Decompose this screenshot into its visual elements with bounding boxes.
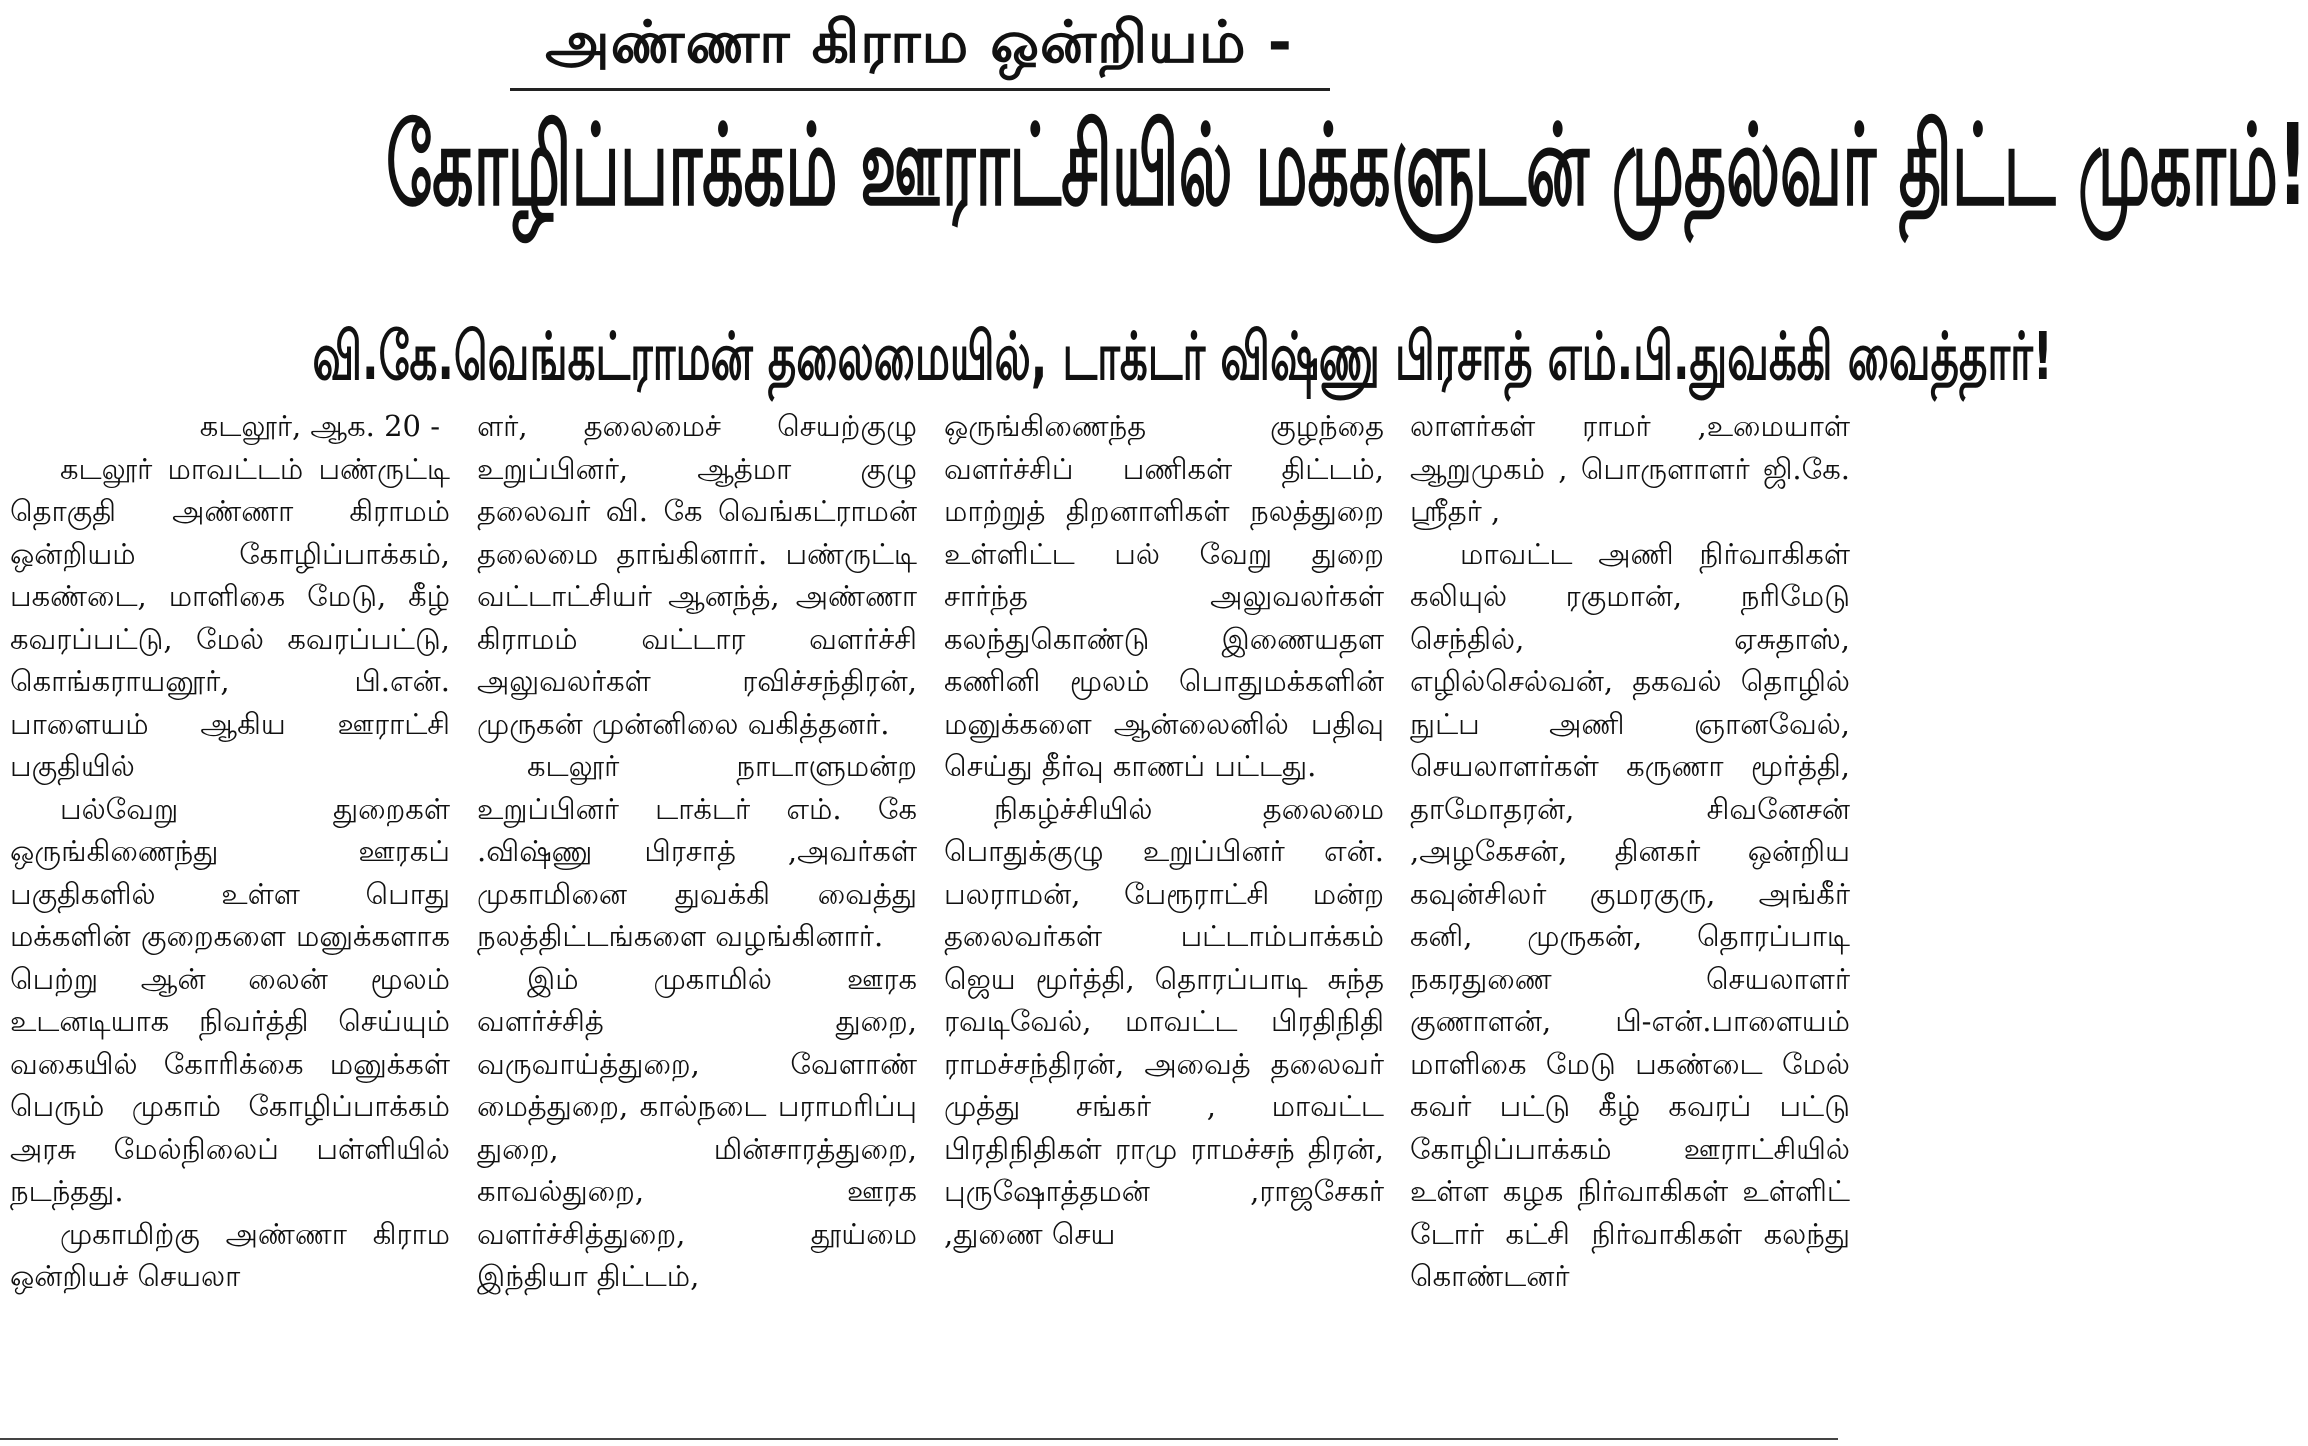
column-3	[944, 405, 1384, 1425]
paragraph: கடலூர் மாவட்டம் பண்ருட்டி தொகுதி அண்ணா கிராமம் ஒன்றியம் கோழிப்பாக்கம், பகண்டை, மாளிகை மேடு, கீழ் கவரப்பட்டு, மேல் கவரப்பட்டு, கொங்கராயனூர், பி.என். பாளையம் ஆகிய ஊராட்சி பகுதியில்	[10, 451, 450, 783]
paragraph: இம் முகாமில் ஊரக வளர்ச்சித் துறை, வருவாய்த்துறை, வேளாண் மைத்துறை, கால்நடை பராமரிப்பு துறை, மின்சாரத்துறை, காவல்துறை, ஊரக வளர்ச்சித்துறை, தூய்மை இந்தியா திட்டம்,	[477, 961, 917, 1293]
column-4	[1410, 405, 1850, 1425]
paragraph: ஒருங்கிணைந்த குழந்தை வளர்ச்சிப் பணிகள் திட்டம், மாற்றுத் திறனாளிகள் நலத்துறை உள்ளிட்ட பல் வேறு துறை சார்ந்த அலுவலர்கள் கலந்துகொண்டு இணையதள கணினி மூலம் பொதுமக்களின் மனுக்களை ஆன்லைனில் பதிவு செய்து தீர்வு காணப் பட்டது.	[944, 409, 1384, 783]
headline: கோழிப்பாக்கம் ஊராட்சியில் மக்களுடன் முதல்வர் திட்ட முகாம்!	[385, 101, 2308, 231]
subheadline: வி.கே.வெங்கட்ராமன் தலைமையில், டாக்டர் விஷ்ணு பிரசாத் எம்.பி.துவக்கி வைத்தார்!	[312, 318, 2053, 395]
kicker-heading: அண்ணா கிராம ஒன்றியம் -	[545, 8, 1293, 76]
paragraph: ளர், தலைமைச் செயற்குழு உறுப்பினர், ஆத்மா குழு தலைவர் வி. கே வெங்கட்ராமன் தலைமை தாங்கினார். பண்ருட்டி வட்டாட்சியர் ஆனந்த், அண்ணா கிராமம் வட்டார வளர்ச்சி அலுவலர்கள் ரவிச்சந்திரன், முருகன் முன்னிலை வகித்தனர்.	[477, 409, 917, 741]
kicker-underline	[510, 88, 1330, 91]
paragraph: மாவட்ட அணி நிர்வாகிகள் கலியுல் ரகுமான், நரிமேடு செந்தில், ஏசுதாஸ், எழில்செல்வன், தகவல் தொழில் நுட்ப அணி ஞானவேல், செயலாளர்கள் கருணா மூர்த்தி, தாமோதரன், சிவனேசன் ,அழகேசன், தினகர் ஒன்றிய கவுன்சிலர் குமரகுரு, அங்கீர் கனி, முருகன், தொரப்பாடி நகரதுணை செயலாளர் குணாளன், பி-என்.பாளையம் மாளிகை மேடு பகண்டை மேல் கவர் பட்டு கீழ் கவரப் பட்டு கோழிப்பாக்கம் ஊராட்சியில் உள்ள கழக நிர்வாகிகள் உள்ளிட் டோர் கட்சி நிர்வாகிகள் கலந்து கொண்டனர்	[1410, 536, 1850, 1293]
paragraph: கடலூர் நாடாளுமன்ற உறுப்பினர் டாக்டர் எம். கே .விஷ்ணு பிரசாத் ,அவர்கள் முகாமினை துவக்கி வைத்து நலத்திட்டங்களை வழங்கினார்.	[477, 749, 917, 953]
dateline: கடலூர், ஆக. 20 -	[199, 409, 440, 443]
paragraph: முகாமிற்கு அண்ணா கிராம ஒன்றியச் செயலா	[10, 1216, 450, 1293]
paragraph: பல்வேறு துறைகள் ஒருங்கிணைந்து ஊரகப் பகுதிகளில் உள்ள பொது மக்களின் குறைகளை மனுக்களாக பெற்று ஆன் லைன் மூலம் உடனடியாக நிவர்த்தி செய்யும் வகையில் கோரிக்கை மனுக்கள் பெரும் முகாம் கோழிப்பாக்கம் அரசு மேல்நிலைப் பள்ளியில் நடந்தது.	[10, 791, 450, 1208]
column-2	[477, 405, 917, 1425]
paragraph: நிகழ்ச்சியில் தலைமை பொதுக்குழு உறுப்பினர் என். பலராமன், பேரூராட்சி மன்ற தலைவர்கள் பட்டாம்பாக்கம் ஜெய மூர்த்தி, தொரப்பாடி சுந்த ரவடிவேல், மாவட்ட பிரதிநிதி ராமச்சந்திரன், அவைத் தலைவர் முத்து சங்கர் , மாவட்ட பிரதிநிதிகள் ராமு ராமச்சந் திரன், புருஷோத்தமன் ,ராஜசேகர் ,துணை செய	[944, 791, 1384, 1251]
article-body	[10, 405, 1850, 1430]
bottom-divider	[0, 1438, 1838, 1440]
paragraph: லாளர்கள் ராமர் ,உமையாள் ஆறுமுகம் , பொருளாளர் ஜி.கே. ஸ்ரீதர் ,	[1410, 409, 1850, 528]
column-1	[10, 405, 450, 1425]
